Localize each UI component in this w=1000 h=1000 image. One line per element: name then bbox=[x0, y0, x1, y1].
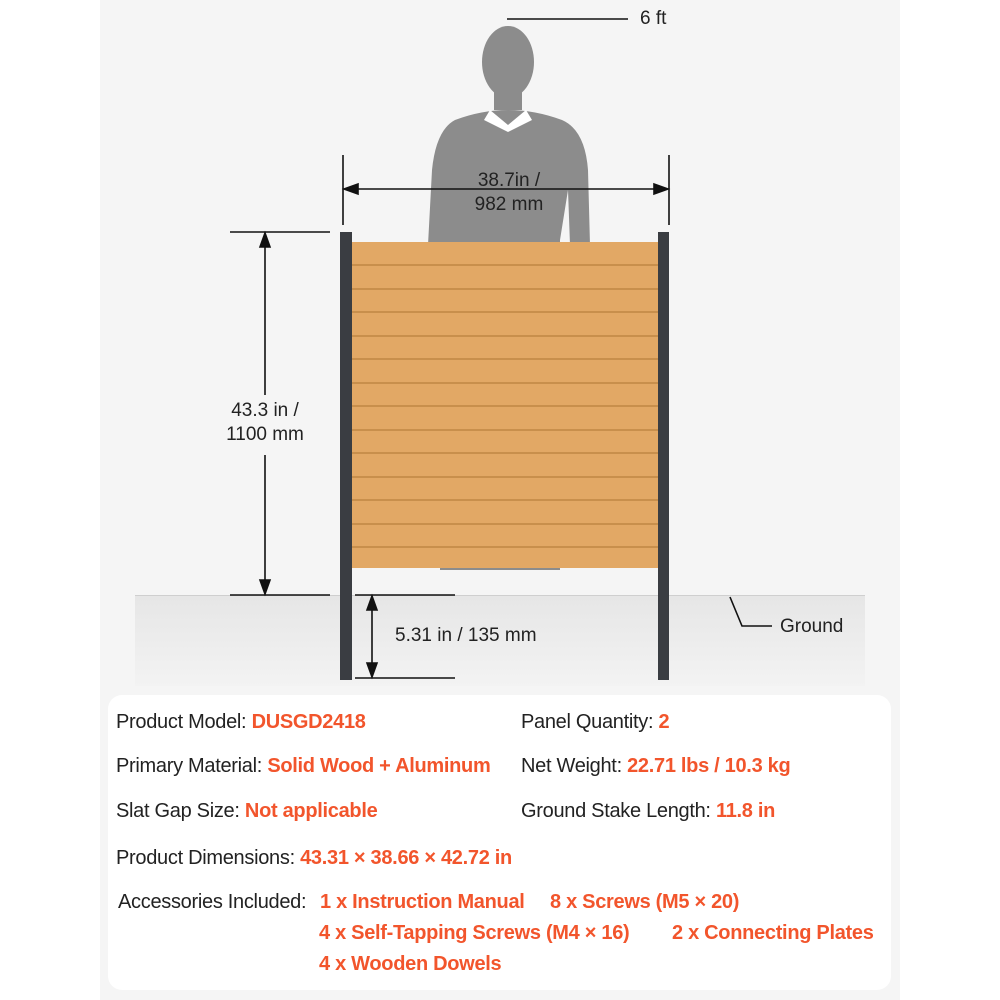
spec-weight: Net Weight: 22.71 lbs / 10.3 kg bbox=[521, 755, 791, 777]
spec-card bbox=[108, 695, 891, 990]
height-label-line1: 43.3 in / bbox=[231, 400, 299, 421]
ground-label: Ground bbox=[780, 616, 844, 637]
stake-depth-label: 5.31 in / 135 mm bbox=[395, 625, 537, 646]
accessory-item: 8 x Screws (M5 × 20) bbox=[550, 891, 740, 913]
spec-model: Product Model: DUSGD2418 bbox=[116, 711, 366, 733]
accessory-item: 4 x Self-Tapping Screws (M4 × 16) bbox=[319, 922, 630, 944]
spec-slat-gap: Slat Gap Size: Not applicable bbox=[116, 800, 378, 822]
spec-material: Primary Material: Solid Wood + Aluminum bbox=[116, 755, 491, 777]
spec-dimensions: Product Dimensions: 43.31 × 38.66 × 42.72 in bbox=[116, 847, 512, 869]
person-height-label: 6 ft bbox=[640, 8, 667, 29]
spec-panel-quantity: Panel Quantity: 2 bbox=[521, 711, 670, 733]
height-label-line2: 1100 mm bbox=[226, 424, 304, 445]
width-label-line1: 38.7in / bbox=[477, 170, 541, 191]
right-post bbox=[658, 232, 669, 680]
accessory-item: 2 x Connecting Plates bbox=[672, 922, 874, 944]
accessory-item: 1 x Instruction Manual bbox=[320, 891, 525, 913]
width-label-line2: 982 mm bbox=[474, 194, 544, 215]
spec-stake-length: Ground Stake Length: 11.8 in bbox=[521, 800, 776, 822]
wood-panel bbox=[352, 242, 658, 568]
left-post bbox=[340, 232, 352, 680]
spec-accessories-label: Accessories Included: bbox=[118, 891, 307, 913]
accessory-item: 4 x Wooden Dowels bbox=[319, 953, 502, 975]
